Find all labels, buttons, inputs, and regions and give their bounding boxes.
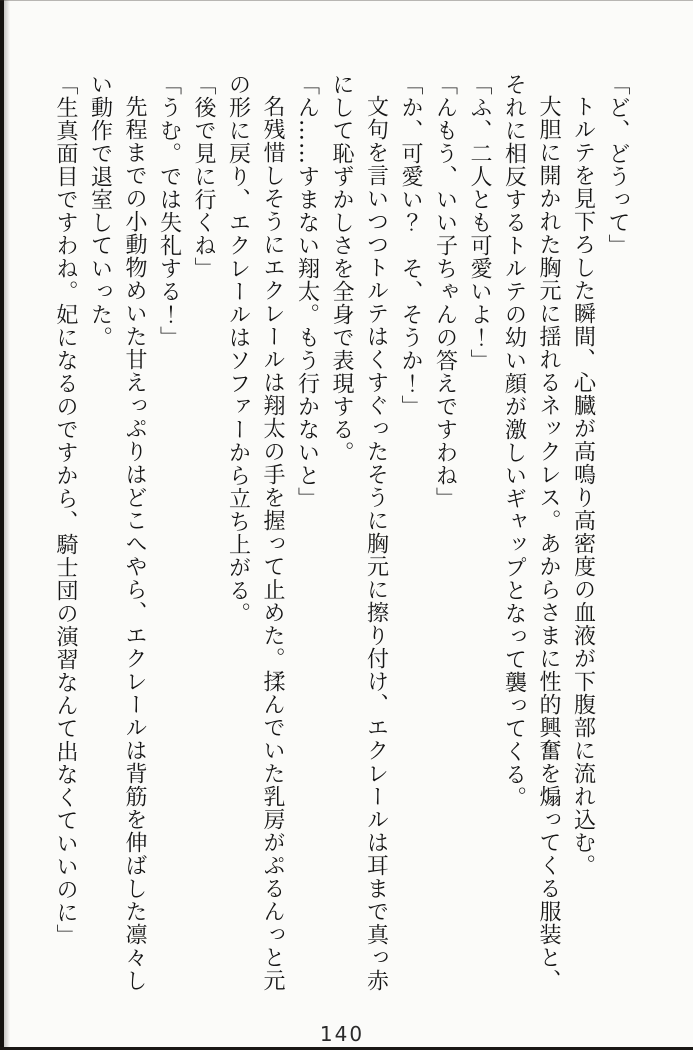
text-line: 文句を言いつつトルテはくすぐったそうに胸元に擦り付け、エクレールは耳まで真っ赤 [363, 95, 389, 992]
text-line: の形に戻り、エクレールはソファーから立ち上がる。 [225, 73, 251, 625]
text-line: 「うむ。では失礼する！」 [156, 73, 182, 349]
text-line: それに相反するトルテの幼い顔が激しいギャップとなって襲ってくる。 [501, 73, 527, 809]
page-number: 140 [319, 1022, 365, 1046]
text-line: トルテを見下ろした瞬間、心臓が高鳴り高密度の血液が下腹部に流れ込む。 [570, 95, 596, 877]
text-line: 「生真面目ですわね。妃になるのですから、騎士団の演習なんて出なくていいのに」 [53, 73, 78, 947]
vertical-text-block [48, 73, 635, 1023]
text-line: 大胆に開かれた胸元に揺れるネックレス。あからさまに性的興奮を煽ってくる服装と、 [536, 95, 561, 992]
text-line: 「か、可愛い？ そ、そうか！」 [398, 73, 423, 418]
text-line: 「ん……すまない翔太。もう行かないと」 [294, 73, 320, 510]
scan-edge-left [0, 0, 4, 1050]
text-line: 「ふ、二人とも可愛いよ！」 [467, 73, 492, 372]
text-line: 名残惜しそうにエクレールは翔太の手を握って止めた。揉んでいた乳房がぷるんっと元 [260, 95, 285, 992]
text-line: 「後で見に行くね」 [191, 73, 216, 280]
text-line: 先程までの小動物めいた甘えっぷりはどこへやら、エクレールは背筋を伸ばした凛々し [122, 95, 147, 992]
scan-edge-top [0, 0, 693, 1]
text-line: い動作で退室していった。 [87, 73, 113, 349]
text-line: 「んもう、いい子ちゃんの答えですわね」 [432, 73, 458, 510]
text-line: 「ど、どうって」 [605, 73, 630, 257]
text-line: にして恥ずかしさを全身で表現する。 [329, 73, 354, 464]
